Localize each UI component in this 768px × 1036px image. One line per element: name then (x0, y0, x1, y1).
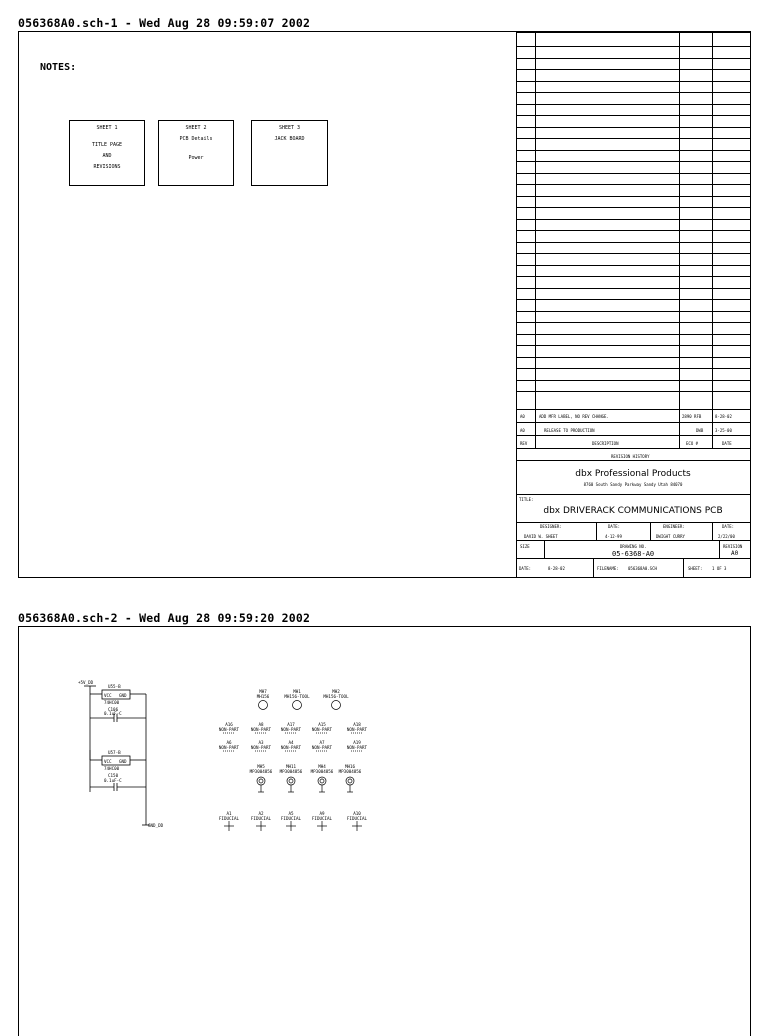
standoff-part: MP3004856 (338, 769, 362, 774)
rev-header-rev: REV (520, 441, 528, 446)
foot-part: NON-PART (250, 727, 272, 732)
mounting-hole-ref: MH2 (332, 689, 340, 694)
foot-ref: A18 (353, 722, 361, 727)
u57-vcc: VCC (104, 759, 112, 764)
foot-part: NON-PART (280, 745, 302, 750)
rev-eco: 2890 RFB (682, 414, 702, 419)
u57-ref: U57-B (108, 750, 121, 755)
fiducial-ref: A9 (319, 811, 325, 816)
date-value: 4-12-99 (605, 534, 622, 539)
fiducial-ref: A5 (288, 811, 294, 816)
u55-ref: U55-B (108, 684, 121, 689)
rev-eco: DWB (696, 428, 704, 433)
fiducial-part: FIDUCIAL (346, 816, 368, 821)
fiducial-part: FIDUCIAL (250, 816, 272, 821)
rev-description: ADD MFR LABEL, NO REV CHANGE. (539, 414, 609, 419)
rev-header-description: DESCRIPTION (592, 441, 619, 446)
designer-value: DAVID W. SHEET (524, 534, 558, 539)
fiducial-part: FIDUCIAL (218, 816, 240, 821)
rev-header-eco: ECO # (686, 441, 699, 446)
drawing-no-label: DRAWING NO. (620, 544, 647, 549)
standoff-ref: MH16 (344, 764, 356, 769)
title-label: TITLE: (519, 497, 534, 502)
foot-ref: A19 (353, 740, 361, 745)
revision-label: REVISION (723, 544, 743, 549)
mounting-hole-part: MH156 (256, 694, 270, 699)
date2-value: 2/22/00 (718, 534, 735, 539)
mounting-hole-ref: MH7 (259, 689, 267, 694)
footer-date-label: DATE: (519, 566, 532, 571)
sheet2-frame (18, 626, 751, 1036)
foot-part: NON-PART (280, 727, 302, 732)
company-address: 8760 South Sandy Parkway Sandy Utah 84070 (583, 482, 683, 487)
sheet-value: 1 OF 3 (712, 566, 727, 571)
foot-ref: A16 (225, 722, 233, 727)
standoff-ref: MH5 (257, 764, 265, 769)
drawing-no: 05-6368-A0 (612, 550, 655, 558)
gnd-net-label: GND_DD (148, 823, 164, 828)
mounting-hole-part: MH156-TOOL (284, 694, 310, 699)
rev-date: 3-25-00 (715, 428, 732, 433)
u57-gnd: GND (119, 759, 127, 764)
company-name: dbx Professional Products (575, 469, 691, 479)
foot-part: NON-PART (311, 727, 333, 732)
foot-part: NON-PART (250, 745, 272, 750)
foot-ref: A8 (258, 722, 264, 727)
foot-ref: A6 (226, 740, 232, 745)
date-label: DATE: (608, 524, 621, 529)
c150-ref: C150 (108, 773, 119, 778)
c150-value: 0.1uF-C (104, 778, 122, 783)
standoff-part: MP3004856 (249, 769, 273, 774)
sheet-box-line: TITLE PAGE (91, 142, 123, 148)
sheet-box-1 (69, 120, 145, 186)
revision-value: A0 (731, 550, 739, 557)
sheet-box-line: JACK BOARD (274, 136, 305, 142)
rev-code: A0 (520, 428, 525, 433)
u57-part: 74HC00 (104, 766, 120, 771)
foot-ref: A4 (288, 740, 294, 745)
u55-vcc: VCC (104, 693, 112, 698)
foot-ref: A7 (319, 740, 325, 745)
foot-ref: A17 (287, 722, 295, 727)
rev-code: A0 (520, 414, 525, 419)
foot-part: NON-PART (346, 745, 368, 750)
date2-label: DATE: (722, 524, 735, 529)
sheet-box-title: SHEET 3 (278, 125, 301, 131)
sheet-box-line: AND (102, 153, 112, 159)
fiducial-part: FIDUCIAL (280, 816, 302, 821)
notes-label: NOTES: (40, 62, 77, 73)
u55-part: 74HC00 (104, 700, 120, 705)
standoff-part: MP3004856 (279, 769, 303, 774)
drawing-title: dbx DRIVERACK COMMUNICATIONS PCB (543, 506, 723, 516)
sheet-box-line: Power (188, 155, 204, 161)
engineer-label: ENGINEER: (663, 524, 685, 529)
foot-part: NON-PART (346, 727, 368, 732)
power-net-label: +5V_DD (78, 680, 94, 685)
fiducial-part: FIDUCIAL (311, 816, 333, 821)
foot-part: NON-PART (311, 745, 333, 750)
rev-header-date: DATE (722, 441, 732, 446)
fiducial-ref: A10 (353, 811, 361, 816)
foot-part: NON-PART (218, 745, 240, 750)
rev-description: RELEASE TO PRODUCTION (544, 428, 595, 433)
foot-part: NON-PART (218, 727, 240, 732)
title-block (516, 32, 750, 577)
c106-ref: C106 (108, 707, 119, 712)
standoff-ref: MH4 (318, 764, 326, 769)
designer-label: DESIGNER: (540, 524, 562, 529)
standoff-part: MP3004856 (310, 769, 334, 774)
footer-date: 8-28-02 (548, 566, 565, 571)
revision-history-label: REVISION HISTORY (611, 454, 650, 459)
rev-date: 8-28-02 (715, 414, 732, 419)
engineer-value: DWIGHT CURRY (656, 534, 685, 539)
foot-ref: A3 (258, 740, 264, 745)
filename-label: FILENAME: (597, 566, 619, 571)
c106-value: 0.1uF-C (104, 711, 122, 716)
mounting-hole-ref: MH1 (293, 689, 301, 694)
size-label: SIZE (520, 544, 530, 549)
sheet-box-3 (251, 120, 328, 186)
sheet-box-line: REVISIONS (93, 164, 121, 170)
sheet-box-title: SHEET 2 (185, 125, 207, 131)
foot-ref: A15 (318, 722, 326, 727)
fiducial-ref: A2 (258, 811, 264, 816)
sheet-box-title: SHEET 1 (96, 125, 118, 131)
sheet-box-2 (158, 120, 234, 186)
u55-gnd: GND (119, 693, 127, 698)
sheet1-header: 056368A0.sch-1 - Wed Aug 28 09:59:07 2002 (18, 16, 311, 30)
mounting-hole-part: MH156-TOOL (323, 694, 349, 699)
filename: 056368A0.SCH (628, 566, 657, 571)
sheet-box-line: PCB Details (179, 136, 213, 142)
sheet2-header: 056368A0.sch-2 - Wed Aug 28 09:59:20 2002 (18, 611, 311, 625)
fiducial-ref: A1 (226, 811, 232, 816)
standoff-ref: MH11 (285, 764, 297, 769)
sheet-label: SHEET: (688, 566, 703, 571)
